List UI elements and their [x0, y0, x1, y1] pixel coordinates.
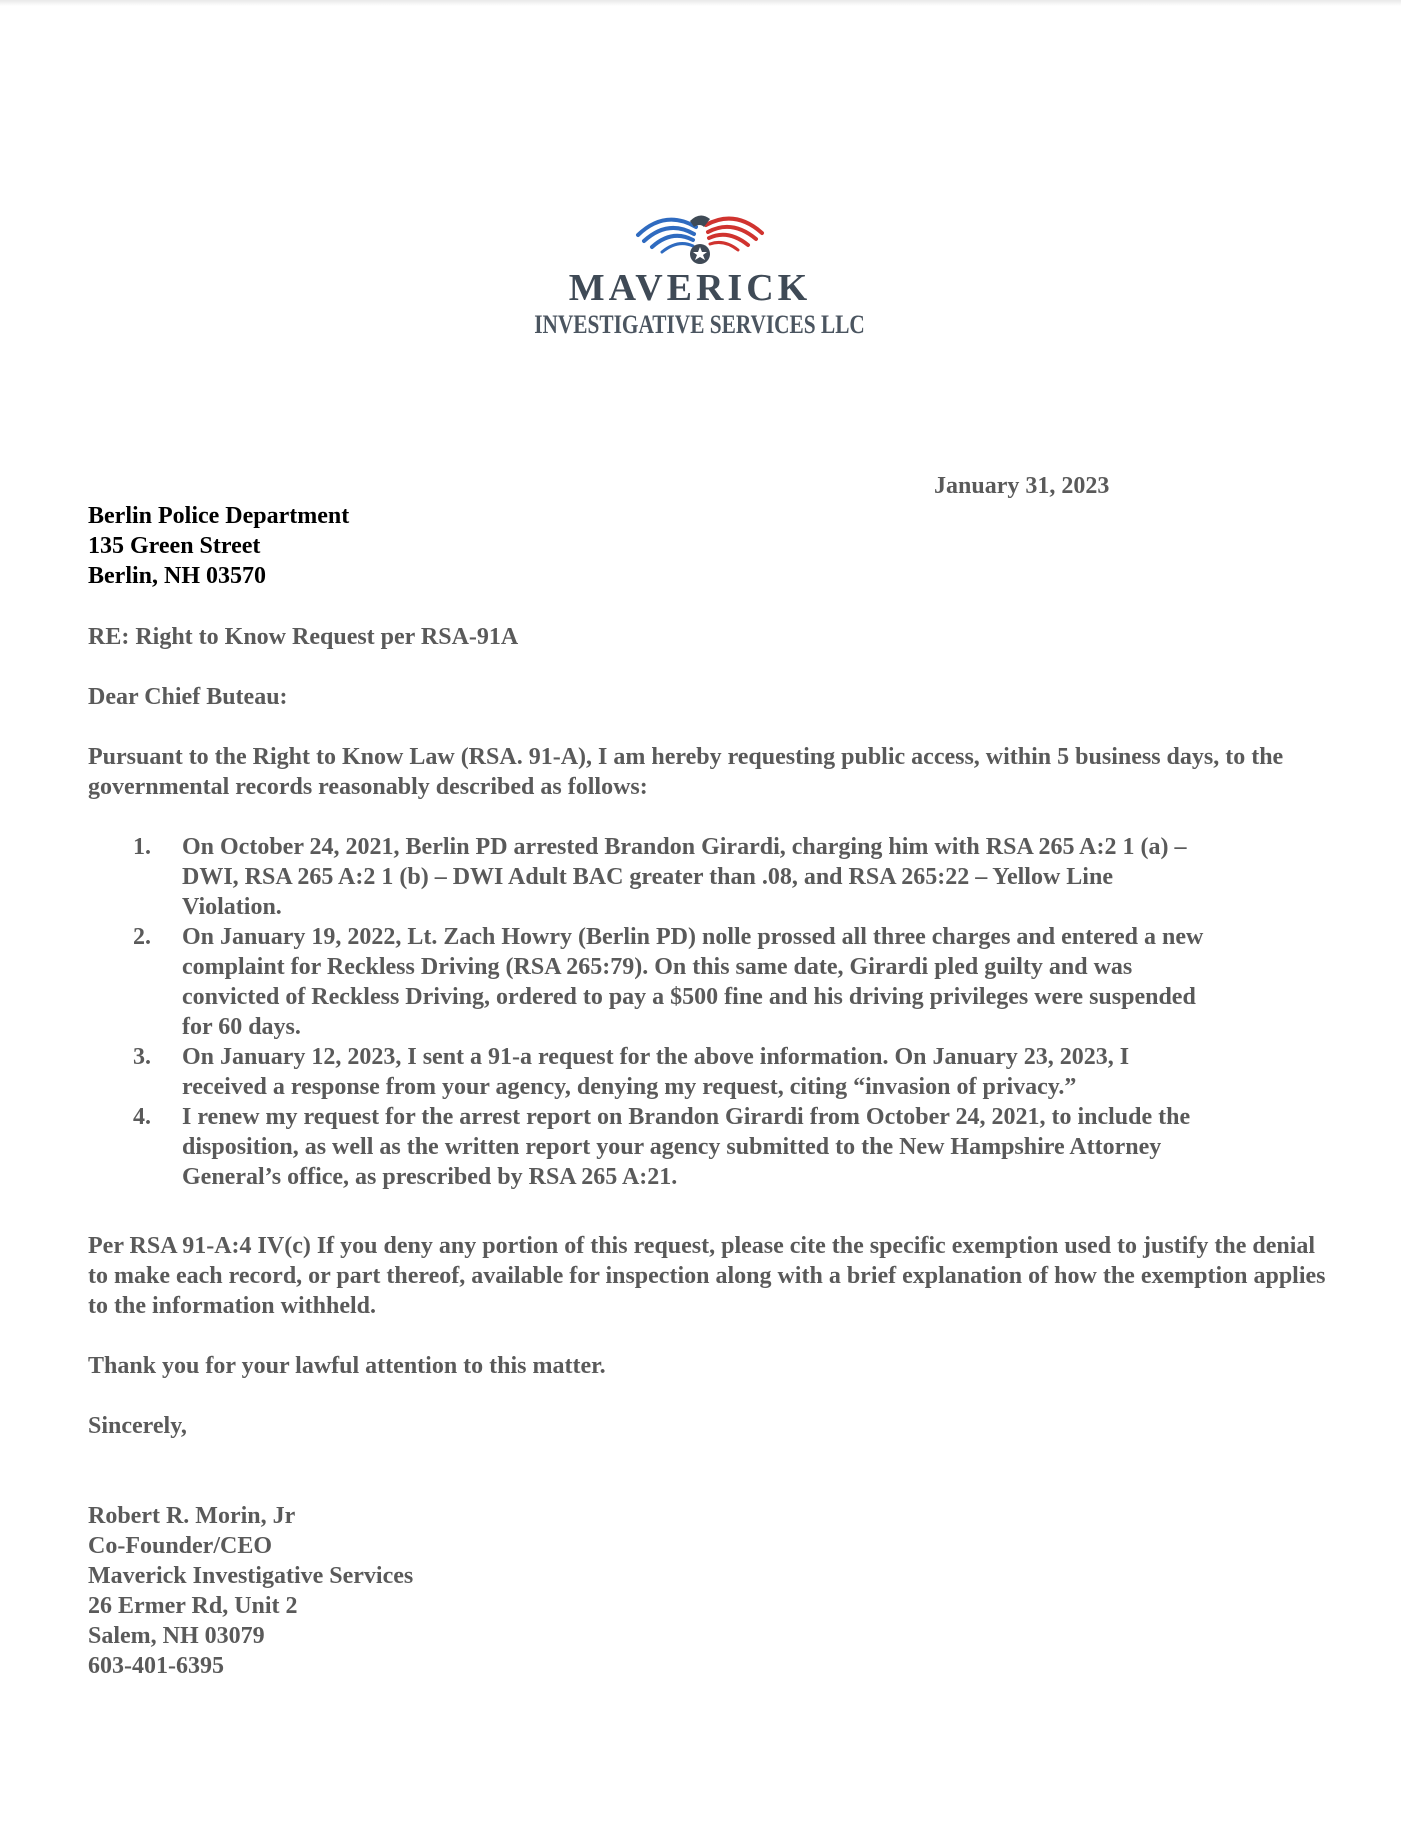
list-item-number: 1.: [133, 834, 151, 860]
list-item-number: 3.: [133, 1044, 151, 1070]
signer-name: Robert R. Morin, Jr: [88, 1503, 296, 1529]
signer-company: Maverick Investigative Services: [88, 1563, 414, 1589]
list-item-line: On October 24, 2021, Berlin PD arrested Brandon Girardi, charging him with RSA 265 A:2 1 (a) –: [182, 834, 1187, 860]
signer-title: Co-Founder/CEO: [88, 1533, 273, 1559]
recipient-name: Berlin Police Department: [88, 503, 350, 529]
eagle-flag-icon: [630, 205, 770, 267]
intro-paragraph: Pursuant to the Right to Know Law (RSA. 91-A), I am hereby requesting public access, within 5 business days, to the governmental records reasonably described as follows:: [88, 744, 1284, 800]
list-item-line: General’s office, as prescribed by RSA 265 A:21.: [182, 1164, 678, 1190]
recipient-address: [88, 501, 349, 591]
list-item-line: DWI, RSA 265 A:2 1 (b) – DWI Adult BAC greater than .08, and RSA 265:22 – Yellow Line: [182, 864, 1113, 890]
thanks-line: Thank you for your lawful attention to this matter.: [88, 1353, 606, 1379]
list-item: [88, 832, 1328, 922]
exemption-paragraph: Per RSA 91-A:4 IV(c) If you deny any portion of this request, please cite the specific exemption used to justify the denial to make each record, or part thereof, available for inspection along with a brief explanation of how the exemption applies to the information withheld.: [88, 1233, 1326, 1319]
list-item-line: complaint for Reckless Driving (RSA 265:79). On this same date, Girardi pled guilty and was: [182, 954, 1133, 980]
list-item-line: Violation.: [182, 894, 282, 920]
list-item-line: disposition, as well as the written report your agency submitted to the New Hampshire Attorney: [182, 1134, 1162, 1160]
list-item-number: 2.: [133, 924, 151, 950]
list-item-line: On January 12, 2023, I sent a 91-a request for the above information. On January 23, 2023, I: [182, 1044, 1130, 1070]
list-item-line: I renew my request for the arrest report on Brandon Girardi from October 24, 2021, to include the: [182, 1104, 1191, 1130]
salutation: Dear Chief Buteau:: [88, 684, 288, 710]
closing-line: Sincerely,: [88, 1413, 187, 1439]
list-item: [88, 922, 1328, 1042]
list-item-number: 4.: [133, 1104, 151, 1130]
list-item-line: On January 19, 2022, Lt. Zach Howry (Berlin PD) nolle prossed all three charges and entered a new: [182, 924, 1204, 950]
letterhead-logo: [500, 205, 880, 345]
list-item-line: for 60 days.: [182, 1014, 301, 1040]
list-item-line: received a response from your agency, denying my request, citing “invasion of privacy.”: [182, 1074, 1077, 1100]
request-items-list: [88, 832, 1328, 1192]
subject-line: RE: Right to Know Request per RSA-91A: [88, 624, 519, 650]
signer-street: 26 Ermer Rd, Unit 2: [88, 1593, 298, 1619]
signer-city: Salem, NH 03079: [88, 1623, 265, 1649]
list-item-line: convicted of Reckless Driving, ordered to pay a $500 fine and his driving privileges were suspended: [182, 984, 1196, 1010]
company-subtitle-logo-text: INVESTIGATIVE SERVICES LLC: [534, 310, 865, 339]
list-item: [88, 1102, 1328, 1192]
recipient-street: 135 Green Street: [88, 533, 261, 559]
signer-phone: 603-401-6395: [88, 1653, 224, 1679]
letter-date: January 31, 2023: [934, 473, 1110, 499]
company-name-logo-text: MAVERICK: [568, 267, 812, 309]
recipient-city: Berlin, NH 03570: [88, 563, 266, 589]
list-item: [88, 1042, 1328, 1102]
page-top-edge: [0, 0, 1401, 6]
signature-block: [88, 1501, 413, 1681]
